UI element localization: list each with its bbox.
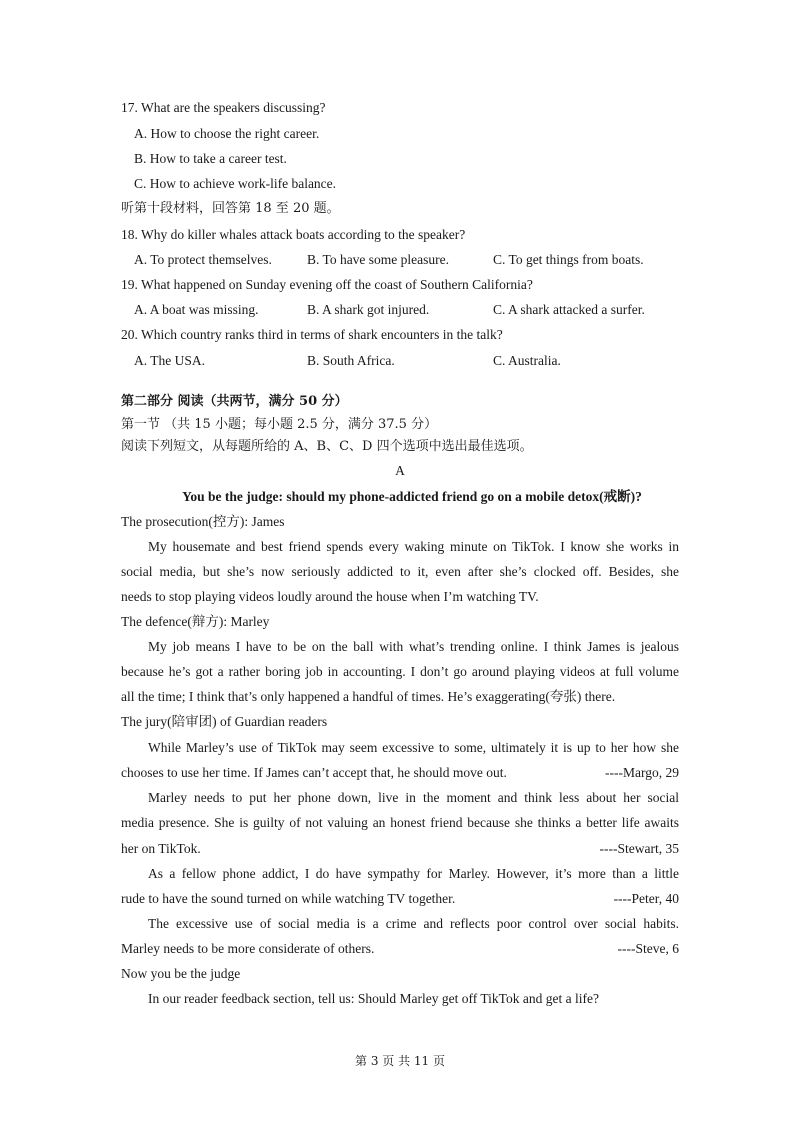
q17-option-c: C. How to achieve work-life balance. [134,176,337,191]
jury-1-line-1: While Marley’s use of TikTok may seem excessive to some, ultimately it is up to her how she [148,740,679,755]
q20-option-a: A. The USA. [134,353,206,368]
listening-instruction-10: 听第十段材料，回答第 18 至 20 题。 [121,201,340,216]
defence-line-1: My job means I have to be on the ball with what’s trending online. I think James is jealous [148,639,679,654]
prosecution-label: The prosecution(控方): James [121,514,285,529]
jury-4-line-2: Marley needs to be more considerate of others. [121,941,375,956]
reading-part-title: 第二部分 阅读（共两节，满分 50 分） [121,394,348,409]
defence-label: The defence(辩方): Marley [121,614,270,629]
q19-option-a: A. A boat was missing. [134,302,259,317]
page-footer: 第 3 页 共 11 页 [355,1054,445,1068]
q19-option-b: B. A shark got injured. [307,302,430,317]
jury-2-line-2: media presence. She is guilty of not valuing an honest friend because she thinks a better life awaits [121,815,679,830]
jury-4-line-1: The excessive use of social media is a crime and reflects poor control over social habits. [148,916,679,931]
judge-label: Now you be the judge [121,966,241,981]
q19-options [0,301,800,319]
question-18: 18. Why do killer whales attack boats according to the speaker? [121,227,466,242]
q19-option-c: C. A shark attacked a surfer. [493,302,645,317]
prosecution-line-2: social media, but she’s now seriously addicted to it, even after she’s clocked off. Besides, she [121,564,679,579]
jury-3-line-1: As a fellow phone addict, I do have sympathy for Marley. However, it’s more than a little [148,866,679,881]
jury-3-signature: ----Peter, 40 [613,891,679,906]
q18-options [0,251,800,269]
passage-headline: You be the judge: should my phone-addicted friend go on a mobile detox(戒断)? [182,489,642,504]
reading-instruction: 阅读下列短文，从每题所给的 A、B、C、D 四个选项中选出最佳选项。 [121,439,533,454]
defence-line-3: all the time; I think that’s only happened a handful of times. He’s exaggerating(夸张) there. [121,689,616,704]
jury-2-line-1: Marley needs to put her phone down, live in the moment and think less about her social [148,790,679,805]
jury-2-signature: ----Stewart, 35 [599,841,679,856]
q17-option-b: B. How to take a career test. [134,151,287,166]
jury-1-last-row [121,764,679,782]
reading-section-title: 第一节 （共 15 小题；每小题 2.5 分，满分 37.5 分） [121,417,438,432]
judge-text: In our reader feedback section, tell us: Should Marley get off TikTok and get a life? [148,991,599,1006]
q18-option-b: B. To have some pleasure. [307,252,450,267]
q18-option-a: A. To protect themselves. [134,252,272,267]
jury-4-last-row [121,940,679,958]
prosecution-line-1: My housemate and best friend spends every waking minute on TikTok. I know she works in [148,539,679,554]
q20-options [0,352,800,370]
question-17: 17. What are the speakers discussing? [121,100,326,115]
question-20: 20. Which country ranks third in terms of shark encounters in the talk? [121,327,503,342]
q17-option-a: A. How to choose the right career. [134,126,320,141]
jury-2-last-row [121,840,679,858]
jury-4-signature: ----Steve, 6 [617,941,679,956]
q18-option-c: C. To get things from boats. [493,252,644,267]
jury-1-signature: ----Margo, 29 [605,765,679,780]
q20-option-b: B. South Africa. [307,353,395,368]
question-19: 19. What happened on Sunday evening off the coast of Southern California? [121,277,533,292]
jury-2-line-3: her on TikTok. [121,841,201,856]
jury-3-line-2: rude to have the sound turned on while watching TV together. [121,891,456,906]
jury-label: The jury(陪审团) of Guardian readers [121,714,328,729]
q20-option-c: C. Australia. [493,353,561,368]
jury-3-last-row [121,890,679,908]
passage-letter: A [395,463,405,478]
defence-line-2: because he’s got a rather boring job in accounting. I don’t go around playing videos at full volume [121,664,679,679]
jury-1-line-2: chooses to use her time. If James can’t accept that, he should move out. [121,765,507,780]
prosecution-line-3: needs to stop playing videos loudly around the house when I’m watching TV. [121,589,539,604]
